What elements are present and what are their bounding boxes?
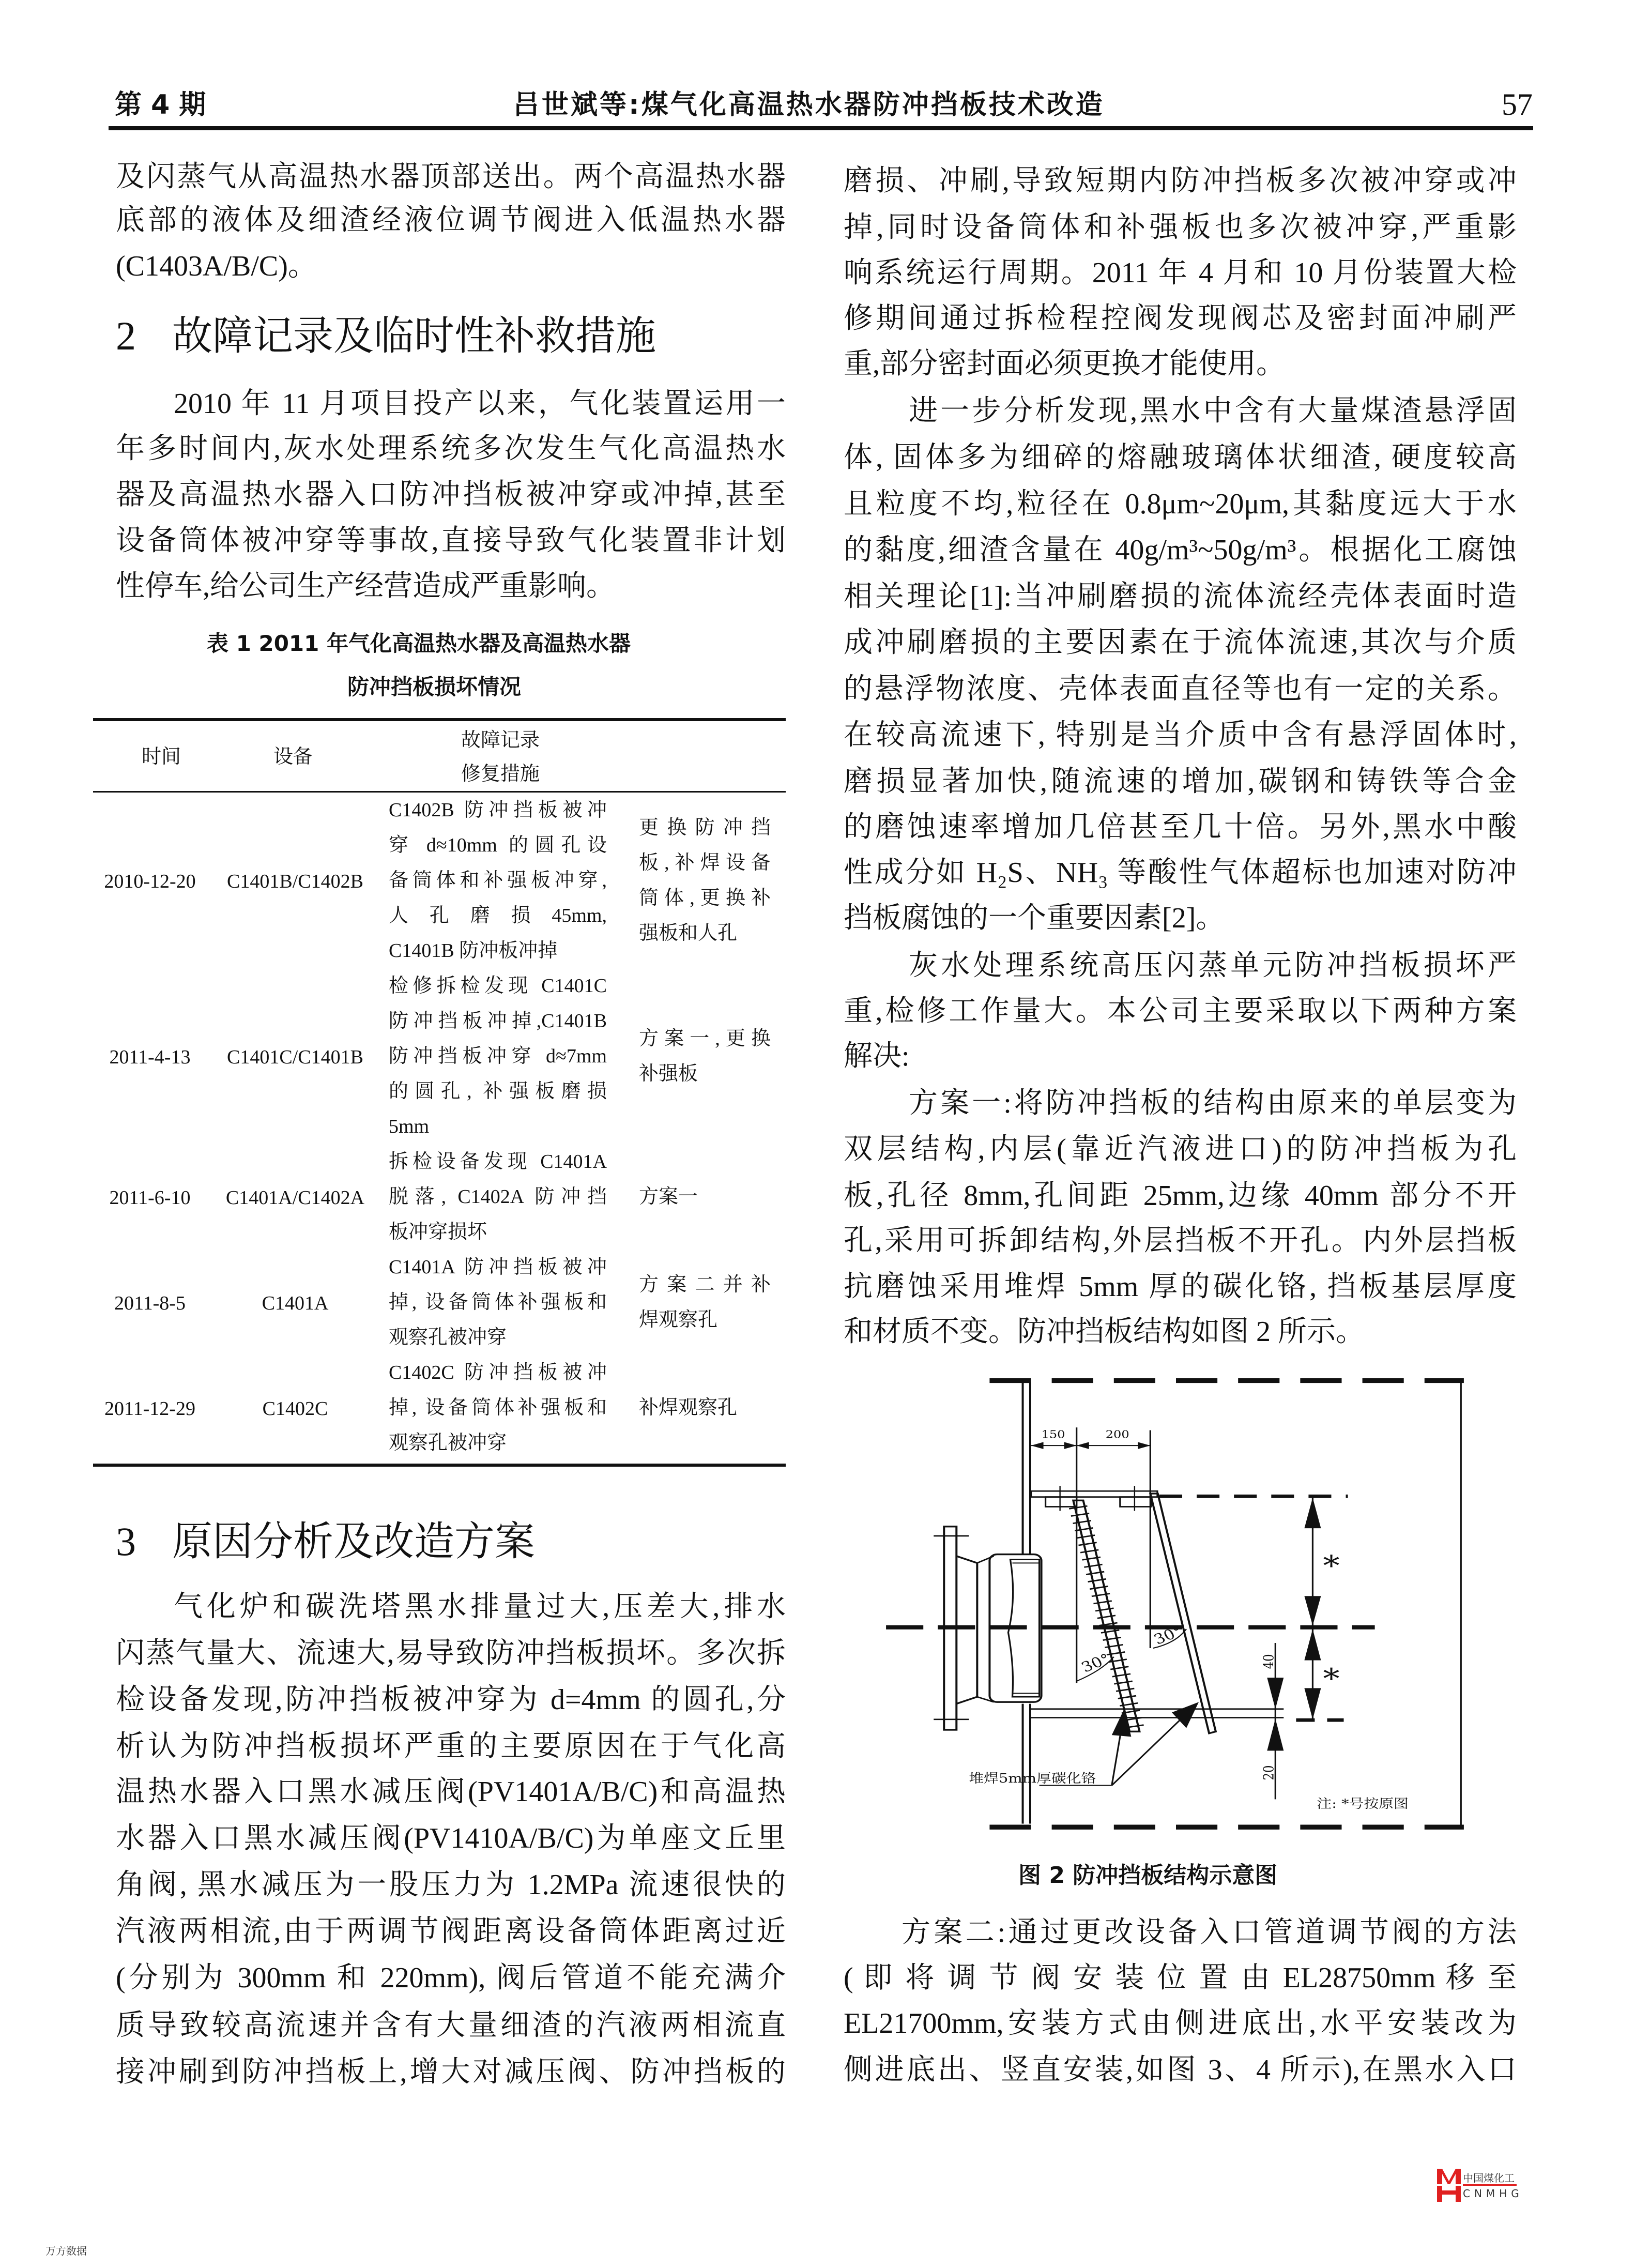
dim-200-label: 200 (1105, 1428, 1129, 1441)
cell-record-line: 防冲挡板冲掉,C1401B (389, 1010, 607, 1032)
header-device: 设备 (273, 746, 313, 768)
text-line: 灰水处理系统高压闪蒸单元防冲挡板损坏严 (909, 950, 1517, 982)
text-line: 的磨蚀速率增加几倍甚至几十倍。另外,黑水中酸 (844, 811, 1517, 843)
nozzle (956, 1556, 977, 1704)
table-row (93, 969, 786, 1145)
text-line: EL21700mm,安装方式由侧进底出,水平安装改为 (844, 2007, 1517, 2039)
text-line: 闪蒸气量大、流速大,易导致防冲挡板损坏。多次拆 (116, 1637, 786, 1669)
cell-time: 2011-4-13 (109, 1046, 191, 1068)
text-line: 磨损、冲刷,导致短期内防冲挡板多次被冲穿或冲 (844, 165, 1517, 197)
text-line: 器及高温热水器入口防冲挡板被冲穿或冲掉,甚至 (116, 479, 786, 511)
section-number: 3 (116, 1519, 136, 1564)
text-line: 侧进底出、竖直安装,如图 3、4 所示),在黑水入口 (844, 2054, 1517, 2086)
table-row (93, 1145, 786, 1251)
text-line: 检设备发现,防冲挡板被冲穿为 d=4mm 的圆孔,分 (116, 1684, 786, 1716)
text-line: 的黏度,细渣含量在 40g/m³~50g/m³。根据化工腐蚀 (844, 534, 1517, 566)
header-rule (109, 126, 1533, 130)
text-line: 且粒度不均,粒径在 0.8μm~20μm,其黏度远大于水 (844, 488, 1517, 520)
text-line: 解决: (844, 1040, 910, 1072)
cell-measure-line: 方案二并补 (639, 1274, 771, 1296)
text-line: 气化炉和碳洗塔黑水排量过大,压差大,排水 (174, 1591, 786, 1623)
text-line: 重,检修工作量大。本公司主要采取以下两种方案 (844, 995, 1517, 1027)
text-line: 孔,采用可拆卸结构,外层挡板不开孔。内外层挡板 (844, 1225, 1517, 1257)
table-row (93, 1356, 786, 1462)
watermark: 万方数据 (45, 2246, 87, 2257)
cell-record-line: 掉, 设备筒体补强板和 (389, 1397, 607, 1419)
text-line: 和材质不变。防冲挡板结构如图 2 所示。 (844, 1316, 1365, 1348)
table-row (93, 1251, 786, 1356)
cell-measure-line: 强板和人孔 (639, 922, 738, 944)
cell-record-line: 5mm (389, 1116, 430, 1137)
top-plate (1031, 1491, 1157, 1497)
dim-star-upper: * (1323, 1549, 1340, 1582)
text-line: 及闪蒸气从高温热水器顶部送出。两个高温热水器 (116, 161, 786, 193)
text-line: 方案一:将防冲挡板的结构由原来的单层变为 (909, 1087, 1517, 1119)
text-line: 挡板腐蚀的一个重要因素[2]。 (844, 902, 1225, 934)
cell-record-line: 观察孔被冲穿 (389, 1327, 507, 1348)
text-line: 体, 固体多为细碎的熔融玻璃体状细渣, 硬度较高 (844, 442, 1517, 474)
text-line: 底部的液体及细渣经液位调节阀进入低温热水器 (116, 204, 786, 236)
text-line: 方案二:通过更改设备入口管道调节阀的方法 (901, 1916, 1517, 1949)
cell-time: 2011-8-5 (114, 1292, 186, 1314)
dim-20-label: 20 (1260, 1765, 1277, 1780)
header-time: 时间 (142, 746, 181, 768)
text-line: 成冲刷磨损的主要因素在于流体流速,其次与介质 (844, 627, 1517, 659)
header-record: 故障记录 (461, 729, 540, 751)
issue-number: 第 4 期 (115, 89, 206, 120)
table-top-rule (93, 718, 786, 721)
text-line: 掉,同时设备筒体和补强板也多次被冲穿,严重影 (844, 211, 1517, 243)
cell-record-line: C1401A 防冲挡板被冲 (389, 1256, 607, 1278)
table-row (93, 794, 786, 969)
cell-record-line: 的圆孔, 补强板磨损 (389, 1080, 607, 1102)
text-line: 水器入口黑水减压阀(PV1410A/B/C)为单座文丘里 (116, 1822, 786, 1854)
angle-inner-label: 30° (1078, 1650, 1113, 1676)
cell-device: C1402C (262, 1398, 328, 1420)
cell-record-line: 人 孔 磨 损 45mm, (389, 905, 607, 926)
header-measure: 修复措施 (461, 763, 540, 785)
table-header-rule (93, 791, 786, 793)
table-bottom-rule (93, 1464, 786, 1467)
cell-record-line: 脱落, C1402A 防冲挡 (389, 1186, 607, 1208)
text-line: 进一步分析发现,黑水中含有大量煤渣悬浮固 (909, 395, 1517, 427)
text-line: 抗磨蚀采用堆焊 5mm 厚的碳化铬, 挡板基层厚度 (844, 1271, 1517, 1303)
cell-time: 2011-12-29 (104, 1398, 195, 1420)
running-title: 吕世斌等:煤气化高温热水器防冲挡板技术改造 (513, 89, 1105, 120)
dim-40-label: 40 (1260, 1654, 1277, 1669)
section-title: 原因分析及改造方案 (172, 1519, 536, 1564)
text-line: 重,部分密封面必须更换才能使用。 (844, 348, 1285, 380)
publisher-logo (1437, 2169, 1546, 2202)
cell-record-line: 拆检设备发现 C1401A (389, 1151, 607, 1173)
cell-device: C1401B/C1402B (227, 871, 363, 892)
cell-measure-line: 更换防冲挡 (639, 817, 771, 839)
cell-measure-line: 补强板 (639, 1063, 698, 1085)
cell-record-line: C1402C 防冲挡板被冲 (389, 1362, 607, 1383)
text-line: 年多时间内,灰水处理系统多次发生气化高温热水 (116, 433, 786, 465)
logo-en-text: CNMHG (1463, 2187, 1523, 2200)
cell-record-line: 掉, 设备筒体补强板和 (389, 1291, 607, 1313)
perforation-tick (1101, 1630, 1119, 1633)
figure-2-caption: 图 2 防冲挡板结构示意图 (1018, 1862, 1278, 1889)
perforation-tick (1099, 1623, 1117, 1625)
cell-time: 2011-6-10 (109, 1187, 191, 1209)
outer-solid-baffle (1150, 1494, 1216, 1733)
text-line: 在较高流速下, 特别是当介质中含有悬浮固体时, (844, 719, 1517, 751)
section-number: 2 (116, 313, 136, 358)
text-line: 相关理论[1]:当冲刷磨损的流体流经壳体表面时造 (844, 581, 1517, 613)
cell-device: C1401A (262, 1292, 329, 1314)
cell-record-line: C1402B 防冲挡板被冲 (389, 799, 607, 821)
text-line: 板,孔径 8mm,孔间距 25mm,边缘 40mm 部分不开 (844, 1180, 1517, 1212)
section-heading-section3 (116, 1513, 535, 1570)
text-line: (C1403A/B/C)。 (116, 250, 317, 282)
text-line: (分别为 300mm 和 220mm), 阀后管道不能充满介 (116, 1962, 786, 1994)
logo-cn-text: 中国煤化工 (1463, 2172, 1515, 2184)
cell-record-line: 防冲挡板冲穿 d≈7mm (389, 1045, 607, 1067)
section-heading-section2 (116, 308, 656, 364)
cell-device: C1401C/C1401B (227, 1046, 363, 1068)
section-title: 故障记录及临时性补救措施 (172, 313, 656, 358)
table-1 (93, 718, 786, 1473)
perforation-tick (1103, 1637, 1121, 1640)
figure-2-baffle-diagram (853, 1354, 1499, 1897)
text-line: 质导致较高流速并含有大量细渣的汽液两相流直 (116, 2010, 786, 2042)
text-line: 析认为防冲挡板损坏严重的主要原因在于气化高 (116, 1730, 786, 1762)
cell-time: 2010-12-20 (104, 871, 196, 892)
text-line: 温热水器入口黑水减压阀(PV1401A/B/C)和高温热 (116, 1776, 786, 1808)
cell-record-line: 检修拆检发现 C1401C (389, 975, 607, 997)
text-line: 修期间通过拆检程控阀发现阀芯及密封面冲刷严 (844, 302, 1517, 334)
text-line: 性成分如 H₂S、NH₃ 等酸性气体超标也加速对防冲 (844, 857, 1517, 889)
text-line: 2010 年 11 月项目投产以来，气化装置运用一 (174, 388, 786, 420)
figure-note: 注: *号按原图 (1317, 1797, 1409, 1812)
cell-device: C1401A/C1402A (225, 1187, 365, 1209)
text-line: 接冲刷到防冲挡板上,增大对减压阀、防冲挡板的 (116, 2056, 786, 2088)
angle-outer-label: 30° (1151, 1622, 1186, 1648)
text-line: ( 即 将 调 节 阀 安 装 位 置 由 EL28750mm 移 至 (844, 1962, 1517, 1994)
table-1-caption: 表 1 2011 年气化高温热水器及高温热水器 (207, 631, 631, 656)
cell-measure-line: 方案一,更换 (639, 1028, 771, 1049)
text-line: 双层结构,内层(靠近汽液进口)的防冲挡板为孔 (844, 1133, 1517, 1165)
cell-record-line: 穿 d≈10mm 的圆孔设 (389, 834, 607, 856)
text-line: 响系统运行周期。2011 年 4 月和 10 月份装置大检 (844, 257, 1517, 289)
text-line: 性停车,给公司生产经营造成严重影响。 (116, 570, 615, 602)
text-line: 汽液两相流,由于两调节阀距离设备筒体距离过近 (116, 1915, 786, 1947)
cell-measure-line: 方案一 (639, 1186, 698, 1208)
text-line: 角阀, 黑水减压为一股压力为 1.2MPa 流速很快的 (116, 1869, 786, 1901)
text-line: 磨损显著加快,随流速的增加,碳钢和铸铁等合金 (844, 766, 1517, 798)
dim-star-lower: * (1323, 1662, 1340, 1695)
text-line: 的悬浮物浓度、壳体表面直径等也有一定的关系。 (844, 673, 1517, 705)
cell-measure-line: 补焊观察孔 (639, 1397, 738, 1419)
cell-record-line: 观察孔被冲穿 (389, 1432, 507, 1454)
cell-record-line: 备筒体和补强板冲穿, (389, 870, 607, 891)
cell-measure-line: 筒体,更换补 (639, 887, 771, 909)
text-line: 设备筒体被冲穿等事故,直接导致气化装置非计划 (116, 525, 786, 557)
page-number: 57 (1502, 87, 1533, 121)
dim-150-label: 150 (1041, 1428, 1065, 1441)
cell-measure-line: 焊观察孔 (639, 1309, 718, 1331)
cell-record-line: 板冲穿损坏 (389, 1221, 487, 1243)
cell-record-line: C1401B 防冲板冲掉 (389, 940, 558, 962)
table-1-caption: 防冲挡板损坏情况 (347, 674, 522, 699)
weld-label: 堆焊5mm厚碳化铬 (969, 1771, 1096, 1786)
cell-measure-line: 板,补焊设备 (639, 852, 771, 874)
